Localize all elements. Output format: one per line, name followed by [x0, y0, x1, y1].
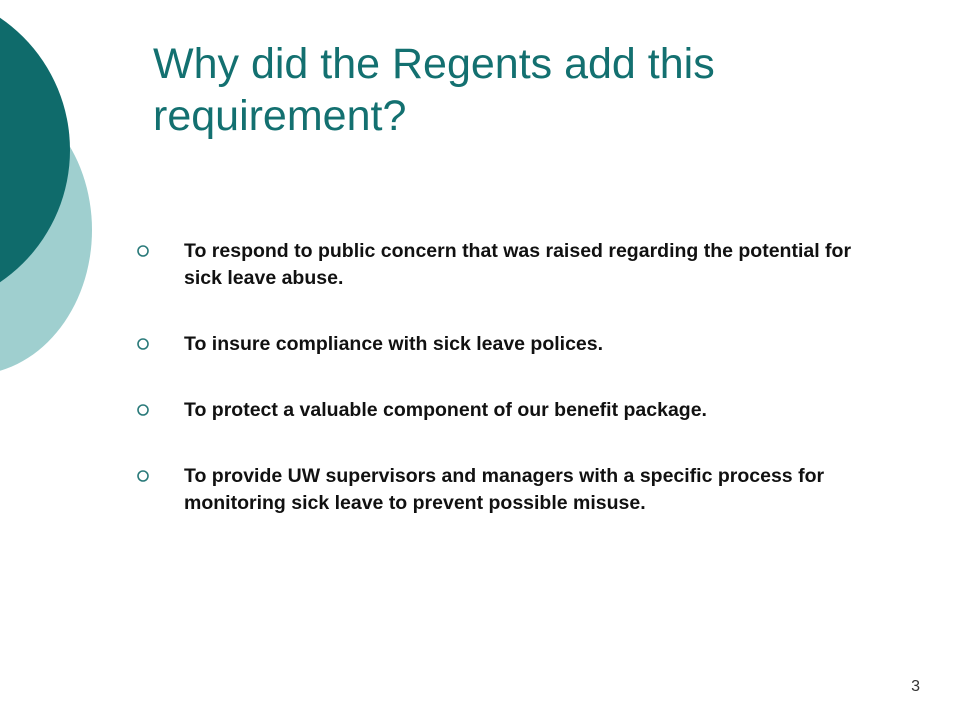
bullet-list — [136, 238, 876, 556]
bullet-text: To provide UW supervisors and managers with a specific process for monitoring sick leave to prevent possible misuse. — [184, 465, 825, 514]
bullet-item — [136, 331, 876, 358]
hollow-circle-bullet-icon — [136, 337, 150, 351]
bullet-item — [136, 397, 876, 424]
page-number: 3 — [911, 678, 920, 695]
bullet-text: To protect a valuable component of our benefit package. — [184, 399, 707, 421]
hollow-circle-bullet-icon — [136, 244, 150, 258]
hollow-circle-bullet-icon — [136, 403, 150, 417]
bullet-text: To respond to public concern that was raised regarding the potential for sick leave abuse. — [184, 240, 852, 289]
slide-title: Why did the Regents add this requirement? — [153, 40, 715, 140]
bullet-text: To insure compliance with sick leave polices. — [184, 333, 604, 355]
bullet-item — [136, 238, 876, 292]
hollow-circle-bullet-icon — [136, 469, 150, 483]
bullet-item — [136, 463, 876, 517]
